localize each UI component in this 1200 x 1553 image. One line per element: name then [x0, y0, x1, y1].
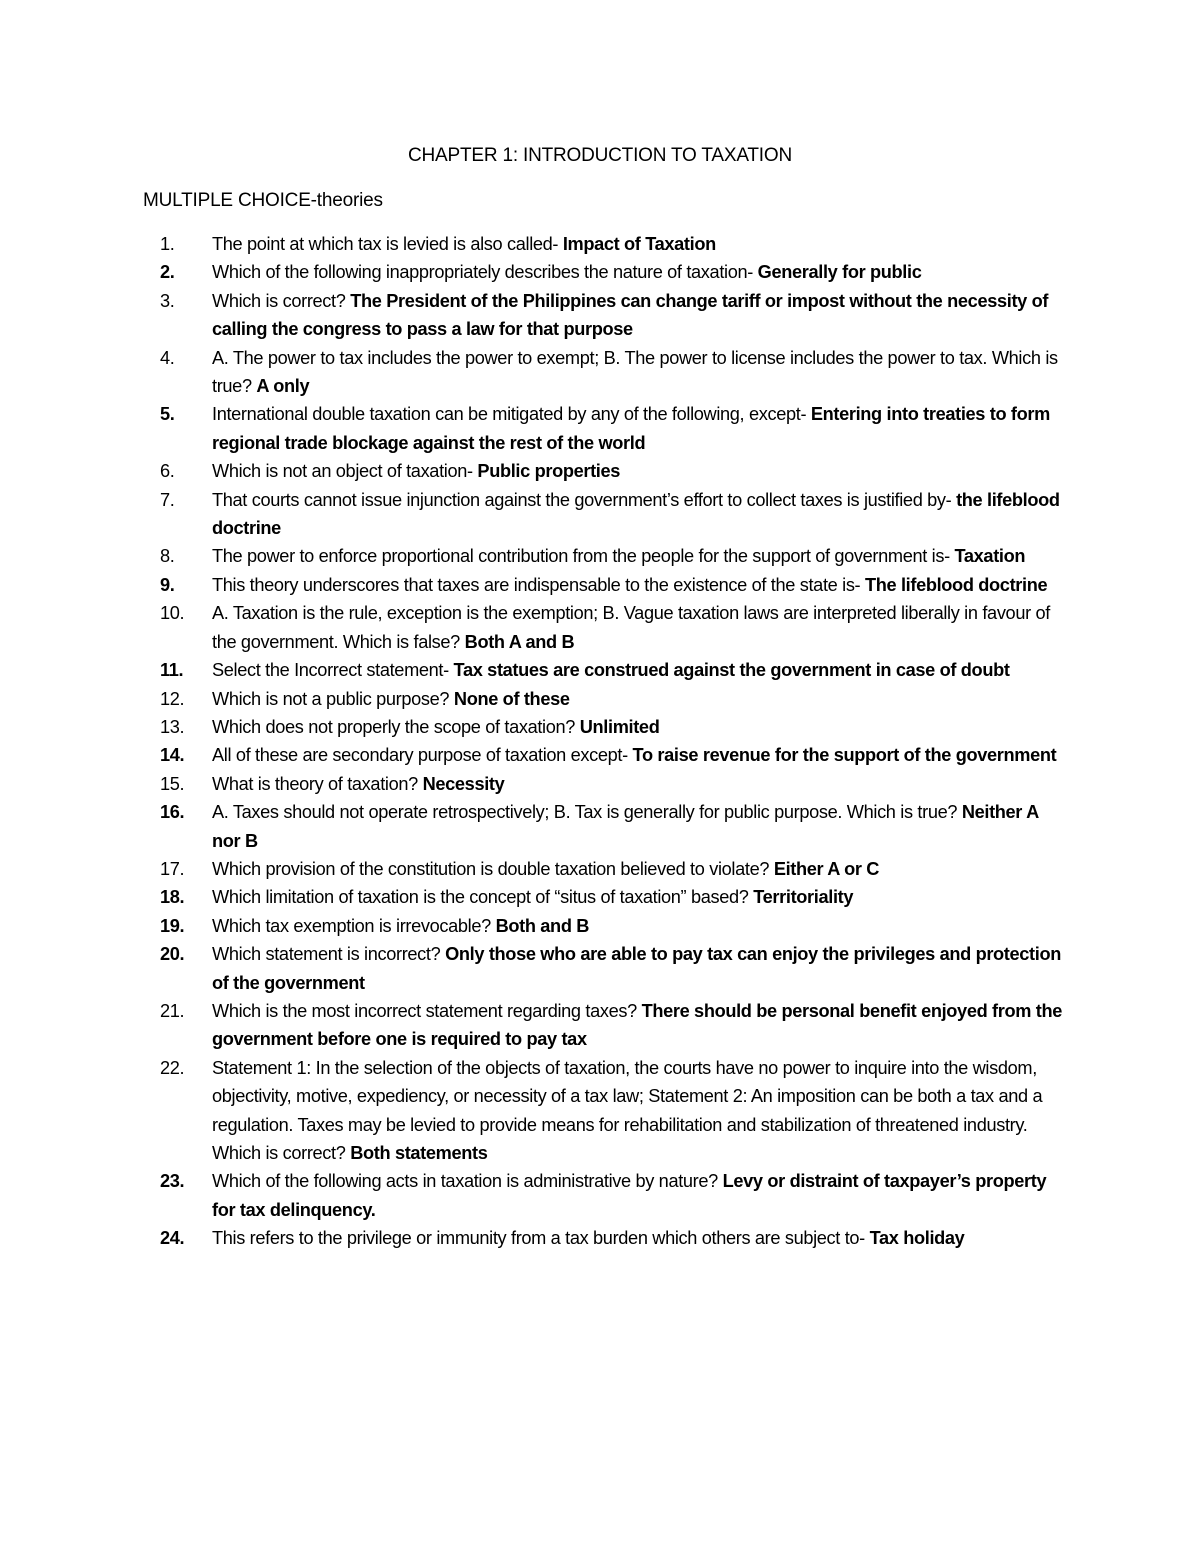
answer-text: Both statements — [350, 1143, 488, 1163]
question-item — [160, 855, 1065, 883]
question-text: That courts cannot issue injunction against the government’s effort to collect taxes is justified by- — [212, 489, 957, 510]
question-item — [160, 940, 1065, 997]
answer-text: Territoriality — [753, 887, 854, 908]
answer-text: Only those who are able to pay tax can enjoy the privileges and protection of the government — [212, 944, 1061, 993]
question-item — [160, 571, 1065, 599]
answer-text: Generally for public — [757, 262, 922, 283]
answer-text: A only — [256, 376, 310, 397]
question-item — [160, 486, 1065, 543]
question-text: All of these are secondary purpose of taxation except- — [212, 745, 633, 766]
question-number: 13. — [160, 716, 185, 737]
question-number: 10. — [160, 603, 185, 624]
answer-text: Both and B — [495, 915, 590, 936]
answer-text: To raise revenue for the support of the government — [632, 745, 1057, 766]
question-number: 3. — [160, 290, 175, 311]
question-item — [160, 344, 1065, 401]
question-item — [160, 287, 1065, 344]
question-number: 12. — [160, 688, 185, 709]
question-text: The power to enforce proportional contribution from the people for the support of government is- — [212, 546, 955, 567]
answer-text: None of these — [453, 688, 570, 709]
question-number: 8. — [160, 546, 175, 567]
answer-text: Public properties — [477, 461, 621, 482]
question-text: Which of the following acts in taxation is administrative by nature? — [212, 1171, 723, 1192]
question-text: A. Taxation is the rule, exception is the exemption; B. Vague taxation laws are interpreted liberally in favour of the government. Which is false? — [212, 603, 1050, 652]
question-text: The point at which tax is levied is also called- — [212, 234, 563, 254]
question-text: International double taxation can be mitigated by any of the following, except- — [212, 404, 811, 425]
answer-text: Necessity — [422, 773, 505, 794]
question-item — [160, 997, 1065, 1054]
question-number: 15. — [160, 773, 185, 794]
question-item — [160, 400, 1065, 457]
question-item — [160, 457, 1065, 485]
question-text: Which statement is incorrect? — [212, 944, 446, 965]
question-text: Which limitation of taxation is the concept of “situs of taxation” based? — [212, 887, 754, 908]
question-item — [160, 883, 1065, 911]
answer-text: There should be personal benefit enjoyed from the government before one is required to pay tax — [212, 1000, 1063, 1050]
question-number: 21. — [160, 1000, 185, 1021]
question-number: 14. — [160, 745, 185, 766]
answer-text: Both A and B — [464, 631, 575, 652]
answer-text: Either A or C — [773, 858, 880, 879]
question-number: 22. — [160, 1057, 185, 1078]
question-number: 7. — [160, 489, 175, 510]
answer-text: Entering into treaties to form regional trade blockage against the rest of the world — [212, 404, 1050, 453]
question-number: 18. — [160, 887, 185, 908]
answer-text: The lifeblood doctrine — [864, 574, 1048, 595]
question-text: Which is the most incorrect statement regarding taxes? — [212, 1000, 642, 1021]
question-number: 16. — [160, 802, 185, 823]
answer-text: Tax holiday — [869, 1228, 965, 1249]
question-item — [160, 685, 1065, 713]
question-number: 2. — [160, 262, 175, 283]
question-number: 17. — [160, 858, 185, 879]
question-number: 24. — [160, 1228, 185, 1249]
question-number: 9. — [160, 574, 175, 595]
question-text: Which of the following inappropriately describes the nature of taxation- — [212, 262, 758, 283]
answer-text: The President of the Philippines can change tariff or impost without the necessity of calling the congress to pass a law for that purpose — [212, 290, 1049, 340]
question-item — [160, 258, 1065, 286]
question-text: Statement 1: In the selection of the objects of taxation, the courts have no power to inquire into the wisdom, objectivity, motive, expediency, or necessity of a tax law; Statement 2: An imposition can be both a tax and a regulation. Taxes may be levied to provide means for rehabilitation and stabilization of threatened industry. Which is correct? — [212, 1057, 1043, 1163]
question-text: Which does not properly the scope of taxation? — [212, 716, 580, 737]
question-text: What is theory of taxation? — [212, 773, 423, 794]
question-text: Select the Incorrect statement- — [212, 660, 454, 681]
question-text: Which is not a public purpose? — [212, 688, 454, 709]
question-number: 1. — [160, 234, 175, 254]
answer-text: Tax statues are construed against the government in case of doubt — [453, 660, 1010, 681]
question-text: A. Taxes should not operate retrospectively; B. Tax is generally for public purpose. Which is true? — [212, 802, 962, 823]
question-number: 5. — [160, 404, 175, 425]
question-text: Which provision of the constitution is double taxation believed to violate? — [212, 858, 774, 879]
question-item — [160, 741, 1065, 769]
question-item — [160, 713, 1065, 741]
question-item — [160, 542, 1065, 570]
question-item — [160, 912, 1065, 940]
question-number: 23. — [160, 1171, 185, 1192]
question-text: Which is correct? — [212, 290, 351, 311]
answer-text: Impact of Taxation — [562, 234, 716, 254]
question-number: 11. — [160, 660, 184, 681]
answer-text: the lifeblood doctrine — [212, 489, 1060, 539]
question-item — [160, 1167, 1065, 1224]
question-text: A. The power to tax includes the power to exempt; B. The power to license includes the power to tax. Which is true? — [212, 347, 1058, 397]
question-text: This refers to the privilege or immunity from a tax burden which others are subject to- — [212, 1228, 870, 1249]
question-number: 19. — [160, 915, 185, 936]
question-number: 4. — [160, 347, 175, 368]
question-number: 20. — [160, 944, 185, 965]
question-item — [160, 1054, 1065, 1168]
answer-text: Levy or distraint of taxpayer’s property for tax delinquency. — [212, 1171, 1047, 1220]
chapter-title: CHAPTER 1: INTRODUCTION TO TAXATION — [408, 145, 792, 166]
question-text: Which is not an object of taxation- — [212, 461, 478, 482]
question-list — [160, 230, 1065, 1253]
answer-text: Taxation — [954, 546, 1026, 567]
question-text: Which tax exemption is irrevocable? — [212, 915, 496, 936]
question-text: This theory underscores that taxes are indispensable to the existence of the state is- — [212, 574, 865, 595]
question-item — [160, 1224, 1065, 1252]
question-item — [160, 230, 1065, 258]
section-heading: MULTIPLE CHOICE-theories — [143, 190, 383, 211]
question-item — [160, 770, 1065, 798]
answer-text: Neither A nor B — [212, 802, 1039, 851]
question-item — [160, 656, 1065, 684]
question-number: 6. — [160, 461, 175, 482]
question-item — [160, 599, 1065, 656]
question-item — [160, 798, 1065, 855]
answer-text: Unlimited — [579, 716, 660, 737]
